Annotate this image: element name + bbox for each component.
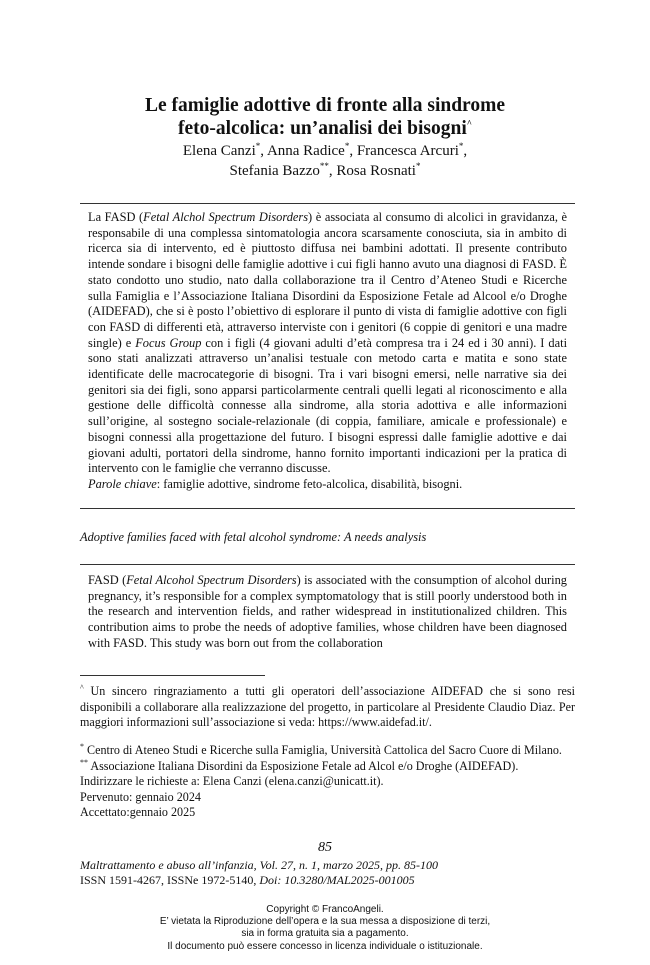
author-affiliation-mark: ** (319, 161, 329, 171)
journal-reference: Maltrattamento e abuso all’infanzia, Vol. 27, n. 1, marzo 2025, pp. 85-100 (80, 858, 438, 872)
title-footnote-mark: ^ (466, 118, 472, 129)
author-name: Anna Radice (266, 143, 345, 159)
english-title: Adoptive families faced with fetal alcohol syndrome: A needs analysis (80, 530, 427, 544)
journal-issn: ISSN 1591-4267, ISSNe 1972-5140, (80, 873, 260, 887)
footnote-acknowledgement: ^ Un sincero ringraziamento a tutti gli operatori dell’associazione AIDEFAD che si sono resi disponibili a collaborare alla realizzazione del progetto, in particolare al Presidente Claudio Diaz. Per maggiori informazioni sull’associazione si veda: https://www.aidefad.it/. (80, 682, 575, 729)
author-name: Stefania Bazzo (229, 163, 320, 179)
author-list: Elena Canzi*, Anna Radice*, Francesca Arcuri*, Stefania Bazzo**, Rosa Rosnati* (182, 141, 468, 179)
journal-citation (80, 858, 438, 888)
author-name: Elena Canzi (182, 143, 256, 159)
italian-abstract (88, 210, 567, 493)
abstract-body: La FASD (Fetal Alchol Spectrum Disorders) è associata al consumo di alcolici in gravidanza, è responsabile di una complessa sintomatologia ancora scarsamente conosciuta, sia in ambito di ricerca sia di intervento, ed è piuttosto diffusa nei bambini adottati. Il presente contributo intende sondare i bisogni delle famiglie adottive i cui figli hanno avuto una diagnosi di FASD. È stato condotto uno studio, nato dalla collaborazione tra il Centro d’Ateneo Studi e Ricerche sulla Famiglia e l’Associazione Italiana Disordini da Esposizione Fetale ad Alcool e/o Droghe (AIDEFAD), che si è posto l’obiettivo di esplorare il punto di vista di famiglie adottive con figli con FASD di differenti età, attraverso interviste con i genitori (6 coppie di genitori e una madre single) e Focus Group con i figli (4 giovani adulti d’età compresa tra i 24 ed i 30 anni). I dati sono stati analizzati attraverso un’analisi testuale con metodo carta e matita e sono state identificate delle macrocategorie di bisogni. Tra i vari bisogni emersi, nelle narrative sia dei genitori sia dei figli, sono apparsi particolarmente centrali quelli legati al riconoscimento e alla gestione delle difficoltà connesse alla sindrome, alla storia adottiva e alle informazioni sull’origine, al sostegno sociale-relazionale (di coppia, familiare, amicale e professionale) e bisogni connessi alla progettazione del futuro. I bisogni espressi dalle famiglie adottive e dai giovani adulti, portatori della sindrome, hanno fornito importanti indicazioni per la pratica di intervento con le famiglie che verranno discusse. (88, 210, 568, 476)
keywords-list: : famiglie adottive, sindrome feto-alcolica, disabilità, bisogni. (156, 476, 463, 491)
english-abstract-body: FASD (Fetal Alcohol Spectrum Disorders) is associated with the consumption of alcohol during pregnancy, it’s responsible for a complex symptomatology that is still poorly understood both in the research and intervention fields, and rather widespread in institutionalized children. This contribution aims to probe the needs of adoptive families, whose children have been diagnosed with FASD. This study was born out from the collaboration (88, 573, 568, 650)
author-name: Rosa Rosnati (336, 163, 416, 179)
author-affiliation-mark: * (344, 141, 350, 151)
english-abstract-rule (80, 564, 575, 565)
footnote-rule (80, 675, 265, 676)
author-affiliation-mark: * (255, 141, 261, 151)
english-abstract (88, 573, 567, 652)
page-number: 85 (318, 840, 332, 855)
author-affiliation-mark: * (458, 141, 464, 151)
abstract-top-rule (80, 203, 575, 204)
received-date: Pervenuto: gennaio 2024 (80, 789, 201, 804)
title-line-2: feto-alcolica: un’analisi dei bisogni (178, 118, 467, 139)
title-line-1: Le famiglie adottive di fronte alla sindrome (145, 95, 505, 116)
accepted-date: Accettato:gennaio 2025 (80, 805, 196, 819)
author-affiliation-mark: * (415, 161, 421, 171)
copyright-notice: Copyright © FrancoAngeli. E’ vietata la Riproduzione dell’opera e la sua messa a disposizione di terzi, sia in forma gratuita sia a pagamento. Il documento può essere concesso in licenza individuale o istituzionale. (159, 904, 491, 952)
journal-doi: Doi: 10.3280/MAL2025-001005 (259, 873, 415, 887)
abstract-bottom-rule (80, 508, 575, 509)
keywords-label: Parole chiave (88, 476, 157, 491)
keywords (88, 477, 567, 493)
footnote-affiliations: * Centro di Ateneo Studi e Ricerche sulla Famiglia, Università Cattolica del Sacro Cuore di Milano. ** Associazione Italiana Disordini da Esposizione Fetale ad Alcol e/o Droghe (AIDEFAD). Indirizzare le richieste a: Elena Canzi (elena.canzi@unicatt.it). Pervenuto: gennaio 2024 Accettato:gennaio 2025 (80, 741, 562, 819)
contact-info: Indirizzare le richieste a: Elena Canzi (elena.canzi@unicatt.it). (80, 774, 384, 788)
author-name: Francesca Arcuri (356, 143, 459, 159)
article-title (100, 94, 550, 140)
